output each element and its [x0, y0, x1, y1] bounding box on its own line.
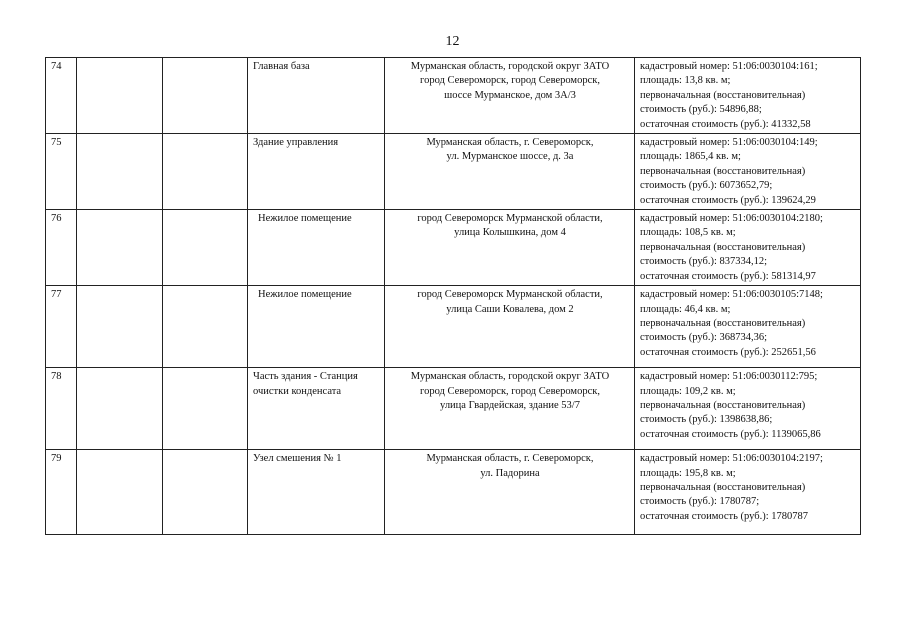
- table-row: [46, 450, 861, 535]
- table-row: [46, 368, 861, 450]
- page-number: 12: [445, 34, 460, 49]
- empty-cell: [77, 368, 163, 450]
- row-number: 78: [46, 368, 77, 450]
- row-number: 76: [46, 210, 77, 286]
- table-row: [46, 134, 861, 210]
- empty-cell: [77, 286, 163, 368]
- row-number: 77: [46, 286, 77, 368]
- object-name: Главная база: [248, 58, 385, 134]
- empty-cell: [163, 286, 248, 368]
- object-details: кадастровый номер: 51:06:0030104:161; площадь: 13,8 кв. м; первоначальная (восстановительная) стоимость (руб.): 54896,88; остаточная стоимость (руб.): 41332,58: [635, 58, 861, 134]
- object-name: Узел смешения № 1: [248, 450, 385, 535]
- table-row: [46, 58, 861, 134]
- object-address: Мурманская область, г. Североморск, ул. Падорина: [385, 450, 635, 535]
- object-address: город Североморск Мурманской области, улица Колышкина, дом 4: [385, 210, 635, 286]
- object-address: Мурманская область, г. Североморск, ул. Мурманское шоссе, д. 3а: [385, 134, 635, 210]
- object-details: кадастровый номер: 51:06:0030112:795; площадь: 109,2 кв. м; первоначальная (восстановительная) стоимость (руб.): 1398638,86; остаточная стоимость (руб.): 1139065,86: [635, 368, 861, 450]
- empty-cell: [163, 210, 248, 286]
- empty-cell: [163, 58, 248, 134]
- row-number: 79: [46, 450, 77, 535]
- object-details: кадастровый номер: 51:06:0030104:149; площадь: 1865,4 кв. м; первоначальная (восстановительная) стоимость (руб.): 6073652,79; остаточная стоимость (руб.): 139624,29: [635, 134, 861, 210]
- table-row: [46, 286, 861, 368]
- object-details: кадастровый номер: 51:06:0030105:7148; площадь: 46,4 кв. м; первоначальная (восстановительная) стоимость (руб.): 368734,36; остаточная стоимость (руб.): 252651,56: [635, 286, 861, 368]
- row-number: 75: [46, 134, 77, 210]
- empty-cell: [163, 368, 248, 450]
- empty-cell: [77, 210, 163, 286]
- object-address: Мурманская область, городской округ ЗАТО город Североморск, город Североморск, улица Гвардейская, здание 53/7: [385, 368, 635, 450]
- object-name: Нежилое помещение: [248, 286, 385, 368]
- empty-cell: [77, 134, 163, 210]
- object-details: кадастровый номер: 51:06:0030104:2180; площадь: 108,5 кв. м; первоначальная (восстановительная) стоимость (руб.): 837334,12; остаточная стоимость (руб.): 581314,97: [635, 210, 861, 286]
- empty-cell: [77, 58, 163, 134]
- object-name: Часть здания - Станция очистки конденсата: [248, 368, 385, 450]
- object-name: Нежилое помещение: [248, 210, 385, 286]
- table-row: [46, 210, 861, 286]
- empty-cell: [163, 450, 248, 535]
- object-address: Мурманская область, городской округ ЗАТО город Североморск, город Североморск, шоссе Мурманское, дом 3А/3: [385, 58, 635, 134]
- row-number: 74: [46, 58, 77, 134]
- empty-cell: [77, 450, 163, 535]
- object-address: город Североморск Мурманской области, улица Саши Ковалева, дом 2: [385, 286, 635, 368]
- empty-cell: [163, 134, 248, 210]
- object-details: кадастровый номер: 51:06:0030104:2197; площадь: 195,8 кв. м; первоначальная (восстановительная) стоимость (руб.): 1780787; остаточная стоимость (руб.): 1780787: [635, 450, 861, 535]
- property-registry-table: [45, 57, 861, 535]
- object-name: Здание управления: [248, 134, 385, 210]
